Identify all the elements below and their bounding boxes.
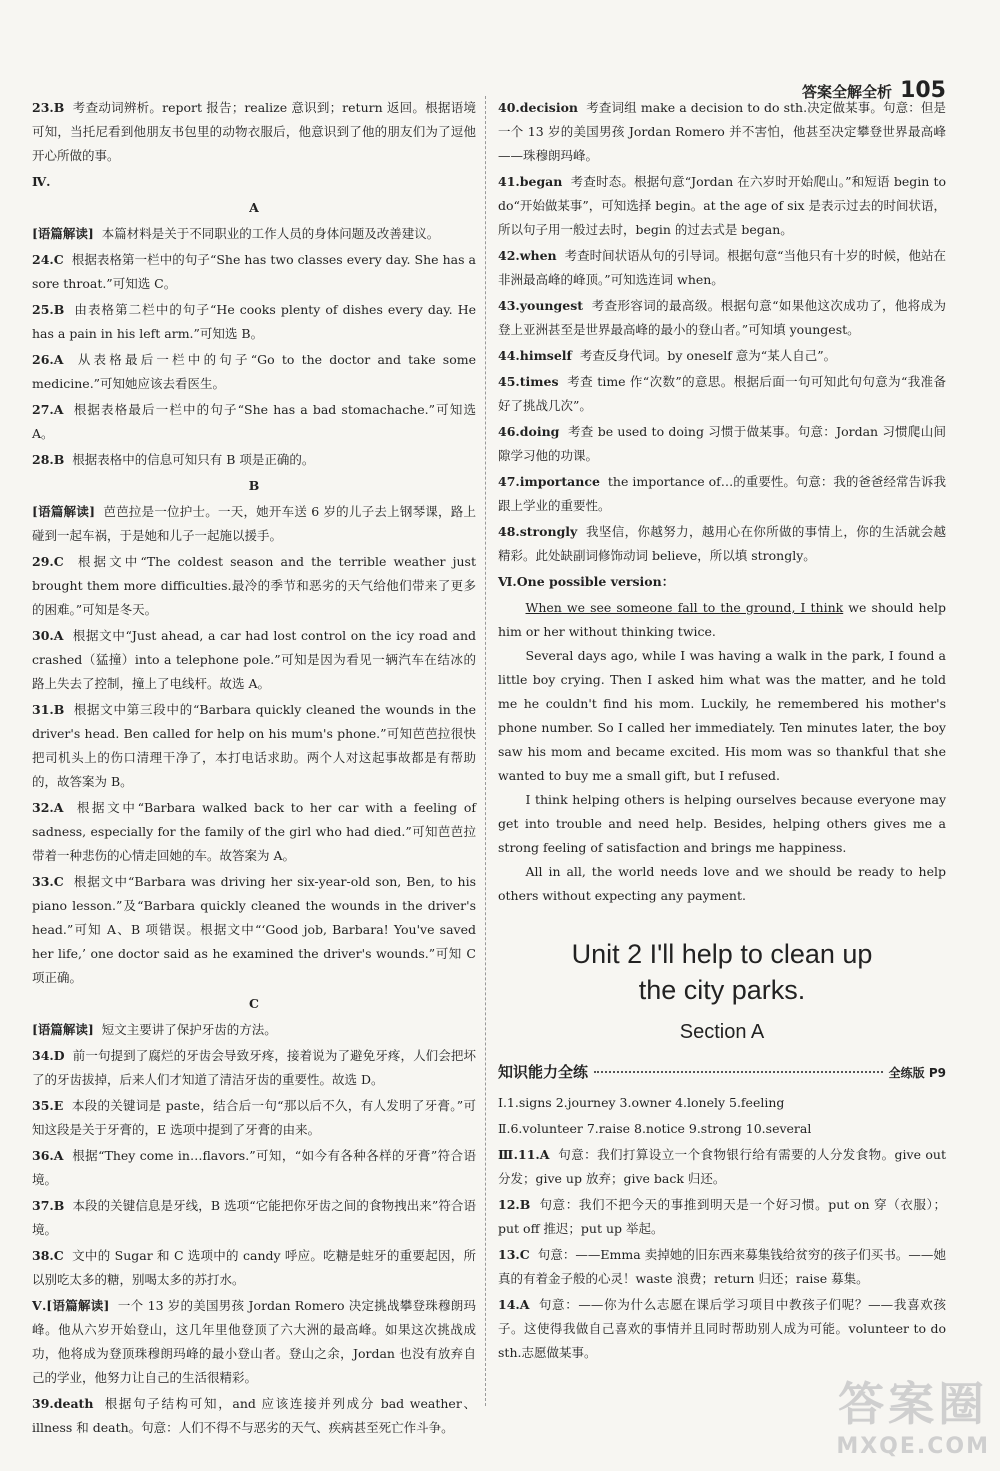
answer-item <box>498 294 946 342</box>
answer-item <box>498 1193 946 1241</box>
answer-item <box>498 420 946 468</box>
answer-explanation: 句意：我们不把今天的事推到明天是一个好习惯。put on 穿（衣服）；put off 推迟；put up 举起。 <box>498 1197 946 1236</box>
unit-title-line: the city parks. <box>638 975 806 1005</box>
answer-item <box>32 398 476 446</box>
answer-number: [语篇解读] <box>32 226 94 241</box>
answer-number: [语篇解读] <box>32 1022 94 1037</box>
answer-explanation: 文中的 Sugar 和 C 选项中的 candy 呼应。吃糖是蛀牙的重要起因，所以别吃太多的糖，别喝太多的苏打水。 <box>32 1248 476 1287</box>
answer-item <box>498 1143 946 1191</box>
answer-item <box>32 96 476 168</box>
unit-title-line: Unit 2 I'll help to clean up <box>571 939 873 969</box>
essay-paragraph: I think helping others is helping ourselves because everyone may get into trouble and need help. Besides, helping others gives me a strong feeling of satisfaction and brings me happiness. <box>498 792 946 855</box>
answer-item <box>32 1194 476 1242</box>
answer-item <box>32 1094 476 1142</box>
answer-item <box>32 1244 476 1292</box>
answer-item <box>498 1243 946 1291</box>
answer-number: 13.C <box>498 1247 530 1262</box>
answer-explanation: 考查形容词的最高级。根据句意“如果他这次成功了，他将成为登上亚洲甚至是世界最高峰的最小的登山者。”可知填 youngest。 <box>498 298 946 337</box>
answer-explanation: 本段的关键词是 paste，结合后一句“那以后不久，有人发明了牙膏。”可知这段是关于牙膏的，E 选项中提到了牙膏的由来。 <box>32 1098 477 1137</box>
answer-explanation: 根据表格最后一栏中的句子“She has a bad stomachache.”可知选 A。 <box>32 402 476 441</box>
answer-number: 44.himself <box>498 348 572 363</box>
answer-item <box>32 448 476 472</box>
answer-explanation: 根据表格第一栏中的句子“She has two classes every day. She has a sore throat.”可知选 C。 <box>32 252 476 291</box>
answer-item <box>32 248 476 296</box>
answer-explanation: 考查反身代词。by oneself 意为“某人自己”。 <box>579 348 837 363</box>
essay-text: we should help him or her without thinking twice. <box>498 600 946 639</box>
answer-explanation: 根据表格中的信息可知只有 B 项是正确的。 <box>72 452 315 467</box>
header-title: 答案全解全析 <box>802 83 893 101</box>
answer-number: 14.A <box>498 1297 530 1312</box>
answer-number: 32.A <box>32 800 64 815</box>
answer-item <box>32 624 476 696</box>
answer-number: 27.A <box>32 402 64 417</box>
essay-heading: Ⅵ.One possible version： <box>498 574 675 589</box>
answer-list-upper <box>498 96 946 568</box>
essay-paragraph: All in all, the world needs love and we should be ready to help others without expecting any payment. <box>498 864 946 903</box>
watermark <box>836 1368 990 1459</box>
answer-explanation: 根据文中“Just ahead, a car had lost control on the icy road and crashed（猛撞）into a telephone pole.”可知是因为看见一辆汽车在结冰的路上失去了控制，撞上了电线杆。故选 A。 <box>32 628 476 691</box>
answer-number: 45.times <box>498 374 559 389</box>
answer-item <box>32 222 476 246</box>
part-numeral: Ⅳ. <box>32 174 51 189</box>
right-column <box>498 96 946 1367</box>
left-column <box>32 96 476 1442</box>
answer-number: 12.B <box>498 1197 531 1212</box>
answer-item <box>498 96 946 168</box>
answer-explanation: 本篇材料是关于不同职业的工作人员的身体问题及改善建议。 <box>101 226 440 241</box>
answer-number: 23.B <box>32 100 65 115</box>
answer-number: 33.C <box>32 874 64 889</box>
answer-explanation: 短文主要讲了保护牙齿的方法。 <box>101 1022 277 1037</box>
unit-title <box>498 936 946 1008</box>
answer-explanation: 芭芭拉是一位护士。一天，她开车送 6 岁的儿子去上钢琴课，路上碰到一起车祸，于是她和儿子一起施以援手。 <box>32 504 476 543</box>
answer-number: 42.when <box>498 248 557 263</box>
dotted-leader <box>594 1071 883 1073</box>
answer-explanation: 句意：——Emma 卖掉她的旧东西来募集钱给贫穷的孩子们买书。——她真的有着金子般的心灵！waste 浪费；return 归还；raise 募集。 <box>498 1247 946 1286</box>
answer-number: 46.doing <box>498 424 560 439</box>
watermark-logo-text: 答案圈 <box>838 1377 989 1431</box>
answer-number: 48.strongly <box>498 524 578 539</box>
practice-bar <box>498 1060 946 1085</box>
passage-letter: A <box>249 200 259 215</box>
answer-explanation: 考查 be used to doing 习惯于做某事。句意：Jordan 习惯爬山间隙学习他的功课。 <box>498 424 947 463</box>
answer-list-lower <box>498 1143 946 1365</box>
answer-explanation: 我坚信，你越努力，越用心在你所做的事情上，你的生活就会越精彩。此处缺副词修饰动词 believe，所以填 strongly。 <box>498 524 946 563</box>
answer-explanation: 从表格最后一栏中的句子“Go to the doctor and take some medicine.”可知她应该去看医生。 <box>32 352 476 391</box>
answer-explanation: 根据“They come in…flavors.”可知，“如今有各种各样的牙膏”符合语境。 <box>32 1148 476 1187</box>
answer-number: 43.youngest <box>498 298 584 313</box>
answer-number: Ⅲ.11.A <box>498 1147 550 1162</box>
answer-number: 41.began <box>498 174 563 189</box>
passage-letter: C <box>249 996 259 1011</box>
answer-number: 28.B <box>32 452 65 467</box>
answer-item <box>32 1144 476 1192</box>
answer-item <box>498 170 946 242</box>
answer-number: 25.B <box>32 302 65 317</box>
answer-item <box>32 1294 476 1390</box>
answer-number: 38.C <box>32 1248 64 1263</box>
answer-number: Ⅴ.[语篇解读] <box>32 1298 110 1313</box>
section-title: Section A <box>679 1021 765 1043</box>
answer-number: 34.D <box>32 1048 65 1063</box>
answer-explanation: 考查时态。根据句意“Jordan 在六岁时开始爬山。”和短语 begin to do“开始做某事”，可知选择 begin。at the age of six 是表示过去的时间状语，所以句子用一般过去时，begin 的过去式是 began。 <box>498 174 947 237</box>
answer-explanation: 前一句提到了腐烂的牙齿会导致牙疼，接着说为了避免牙疼，人们会把坏了的牙齿拔掉，后来人们才知道了清洁牙齿的重要性。故选 D。 <box>32 1048 476 1087</box>
answer-item <box>498 370 946 418</box>
answer-item <box>32 348 476 396</box>
essay-body <box>498 644 946 908</box>
answer-number: 40.decision <box>498 100 579 115</box>
answer-number: 37.B <box>32 1198 65 1213</box>
answer-number: [语篇解读] <box>32 504 95 519</box>
answer-number: 39.death <box>32 1396 94 1411</box>
answer-item <box>498 244 946 292</box>
answer-line: Ⅱ.6.volunteer 7.raise 8.notice 9.strong 10.several <box>498 1121 812 1136</box>
answer-explanation: 根据文中“Barbara was driving her six-year-old son, Ben, to his piano lesson.”及“Barbara quickly cleaned the wounds in the driver's head.”可知 A、B 项错误。根据文中“‘Good job, Barbara! You've saved her life,’ one doctor said as he examined the driver's wounds.”可知 C 项正确。 <box>32 874 476 985</box>
answer-explanation: 考查词组 make a decision to do sth.决定做某事。句意：但是一个 13 岁的美国男孩 Jordan Romero 并不害怕，他甚至决定攀登世界最高峰——珠穆朗玛峰。 <box>498 100 946 163</box>
watermark-url: MXQE.COM <box>836 1434 990 1459</box>
answer-number: 30.A <box>32 628 64 643</box>
essay-paragraph <box>498 596 946 644</box>
answer-explanation: 句意：——你为什么志愿在课后学习项目中教孩子们呢？——我喜欢孩子。这使得我做自己喜欢的事情并且同时帮助别人成为可能。volunteer to do sth.志愿做某事。 <box>498 1297 946 1360</box>
answer-explanation: 考查 time 作“次数”的意思。根据后面一句可知此句句意为“我准备好了挑战几次”。 <box>498 374 946 413</box>
answer-line: Ⅰ.1.signs 2.journey 3.owner 4.lonely 5.feeling <box>498 1095 785 1110</box>
answer-explanation: 根据句子结构可知，and 应该连接并列成分 bad weather、illness 和 death。句意：人们不得不与恶劣的天气、疾病甚至死亡作斗争。 <box>32 1396 476 1435</box>
answer-item <box>498 520 946 568</box>
answer-item <box>498 1293 946 1365</box>
answer-explanation: 考查动词辨析。report 报告；realize 意识到；return 返回。根据语境可知，当托尼看到他朋友书包里的动物衣服后，他意识到了他的朋友们为了逗他开心所做的事。 <box>32 100 476 163</box>
answer-explanation: 根据文中“Barbara walked back to her car with a feeling of sadness, especially for the family of the girl who had died.”可知芭芭拉带着一种悲伤的心情走回她的车。故答案为 A。 <box>32 800 476 863</box>
essay-underlined-text: When we see someone fall to the ground, I think <box>525 600 844 615</box>
answer-explanation: 考查时间状语从句的引导词。根据句意“当他只有十岁的时候，他站在非洲最高峰的峰顶。”可知选连词 when。 <box>498 248 946 287</box>
answer-item <box>32 550 476 622</box>
answer-explanation: 根据文中第三段中的“Barbara quickly cleaned the wounds in the driver's head. Ben called for help on his mum's phone.”可知芭芭拉很快把司机头上的伤口清理干净了，本打电话求助。两个人对这起事故都是有帮助的，故答案为 B。 <box>32 702 476 789</box>
answer-number: 36.A <box>32 1148 64 1163</box>
answer-explanation: 句意：我们打算设立一个食物银行给有需要的人分发食物。give out 分发；give up 放弃；give back 归还。 <box>498 1147 946 1186</box>
answer-item <box>32 870 476 990</box>
answer-item <box>32 1044 476 1092</box>
answer-item <box>498 344 946 368</box>
answer-number: 29.C <box>32 554 64 569</box>
practice-bar-title: 知识能力全练 <box>498 1063 589 1081</box>
answer-item <box>32 1392 476 1440</box>
answer-item <box>32 298 476 346</box>
answer-number: 35.E <box>32 1098 64 1113</box>
answer-number: 31.B <box>32 702 65 717</box>
answer-number: 24.C <box>32 252 64 267</box>
essay-paragraph: Several days ago, while I was having a walk in the park, I found a little boy crying. Then I asked him what was the matter, and he told me he couldn't find his mom. Luckily, he remembered his mother's phone number. So I called her immediately. Ten minutes later, the boy saw his mom and became excited. His mom was so thankful that she wanted to buy me a small gift, but I refused. <box>498 648 946 783</box>
page-number: 105 <box>900 78 946 103</box>
practice-bar-ref: 全练版 P9 <box>888 1066 946 1080</box>
answer-number: 26.A <box>32 352 64 367</box>
answer-explanation: 根据文中“The coldest season and the terrible weather just brought them more difficulties.最冷的季节和恶劣的天气给他们带来了更多的困难。”可知是冬天。 <box>32 554 476 617</box>
answer-explanation: the importance of…的重要性。句意：我的爸爸经常告诉我跟上学业的重要性。 <box>498 474 946 513</box>
answer-item <box>32 796 476 868</box>
passage-letter: B <box>248 478 260 493</box>
answer-explanation: 一个 13 岁的美国男孩 Jordan Romero 决定挑战攀登珠穆朗玛峰。他从六岁开始登山，这几年里他登顶了六大洲的最高峰。如果这次挑战成功，他将成为登顶珠穆朗玛峰的最小登山者。登山之余，Jordan 也没有放弃自己的学业，他努力让自己的生活很精彩。 <box>32 1298 476 1385</box>
answer-number: 47.importance <box>498 474 600 489</box>
answer-item <box>32 1018 476 1042</box>
answer-item <box>32 500 476 548</box>
answer-item <box>32 698 476 794</box>
answer-item <box>498 470 946 518</box>
answer-explanation: 由表格第二栏中的句子“He cooks plenty of dishes every day. He has a pain in his left arm.”可知选 B。 <box>32 302 476 341</box>
column-divider <box>485 96 486 1406</box>
answer-explanation: 本段的关键信息是牙线，B 选项“它能把你牙齿之间的食物拽出来”符合语境。 <box>32 1198 476 1237</box>
